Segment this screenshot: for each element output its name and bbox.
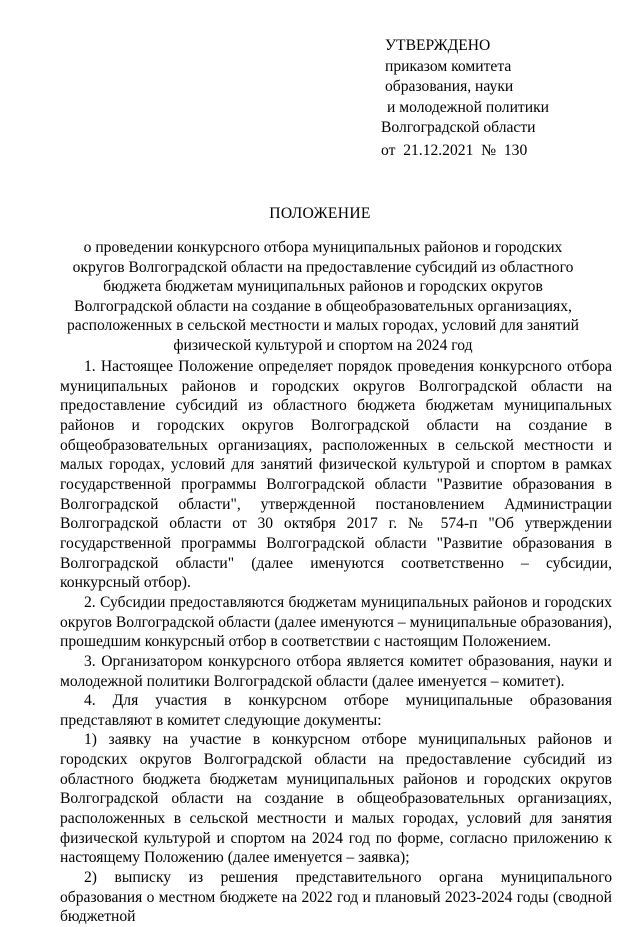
paragraph: 2. Субсидии предоставляются бюджетам муниципальных районов и городских округов Волгоградской области (далее именуются – муниципальные образования), прошедшим конкурсный отбор в соответствии с настоящим Положением. (60, 593, 612, 651)
document-subtitle: о проведении конкурсного отбора муниципальных районов и городских округов Волгоградской области на предоставление субсидий из областного бюджета бюджетам муниципальных районов и городских округов Волгоградской области на создание в общеобразовательных организациях, расположенных в сельской местности и малых городах, условий для занятий физической культурой и спортом на 2024 год (66, 239, 580, 354)
paragraph: 1. Настоящее Положение определяет порядок проведения конкурсного отбора муниципальных районов и городских округов Волгоградской области на предоставление субсидий из областного бюджета бюджетам муниципальных районов и городских округов Волгоградской области на создание в общеобразовательных организациях, расположенных в сельской местности и малых городах, условий для занятий физической культурой и спортом в рамках государственной программы Волгоградской области "Развитие образования в Волгоградской области", утвержденной постановлением Администрации Волгоградской области от 30 октября 2017 г. № 574-п "Об утверждении государственной программы Волгоградской области "Развитие образования в Волгоградской области" (далее именуются соответственно – субсидии, конкурсный отбор). (60, 358, 612, 592)
paragraph: 4. Для участия в конкурсном отборе муниципальные образования представляют в комитет следующие документы: (60, 692, 612, 729)
paragraph: 1) заявку на участие в конкурсном отборе муниципальных районов и городских округов Волгоградской области на предоставление субсидий из областного бюджета бюджетам муниципальных районов и городских округов Волгоградской области на создание в общеобразовательных организациях, расположенных в сельской местности и малых городах, условий для занятия физической культурой и спортом на 2024 год по форме, согласно приложению к настоящему Положению (далее именуется – заявка); (60, 731, 612, 867)
approval-line: образования, науки (385, 78, 514, 95)
approval-date: от 21.12.2021 № 130 (381, 142, 528, 159)
paragraph: 2) выписку из решения представительного органа муниципального образования о местном бюджете на 2022 год и плановый 2023-2024 годы (сводной бюджетной (60, 869, 612, 926)
document-title: ПОЛОЖЕНИЕ (269, 205, 371, 222)
approval-line: приказом комитета (385, 57, 512, 75)
approval-heading: УТВЕРЖДЕНО (385, 37, 491, 54)
approval-line: Волгоградской области (381, 119, 536, 136)
document-body (60, 357, 612, 927)
approval-stamp (381, 36, 621, 139)
paragraph: 3. Организатором конкурсного отбора является комитет образования, науки и молодежной политики Волгоградской области (далее именуется – комитет). (60, 652, 612, 690)
approval-line: и молодежной политики (387, 98, 549, 116)
